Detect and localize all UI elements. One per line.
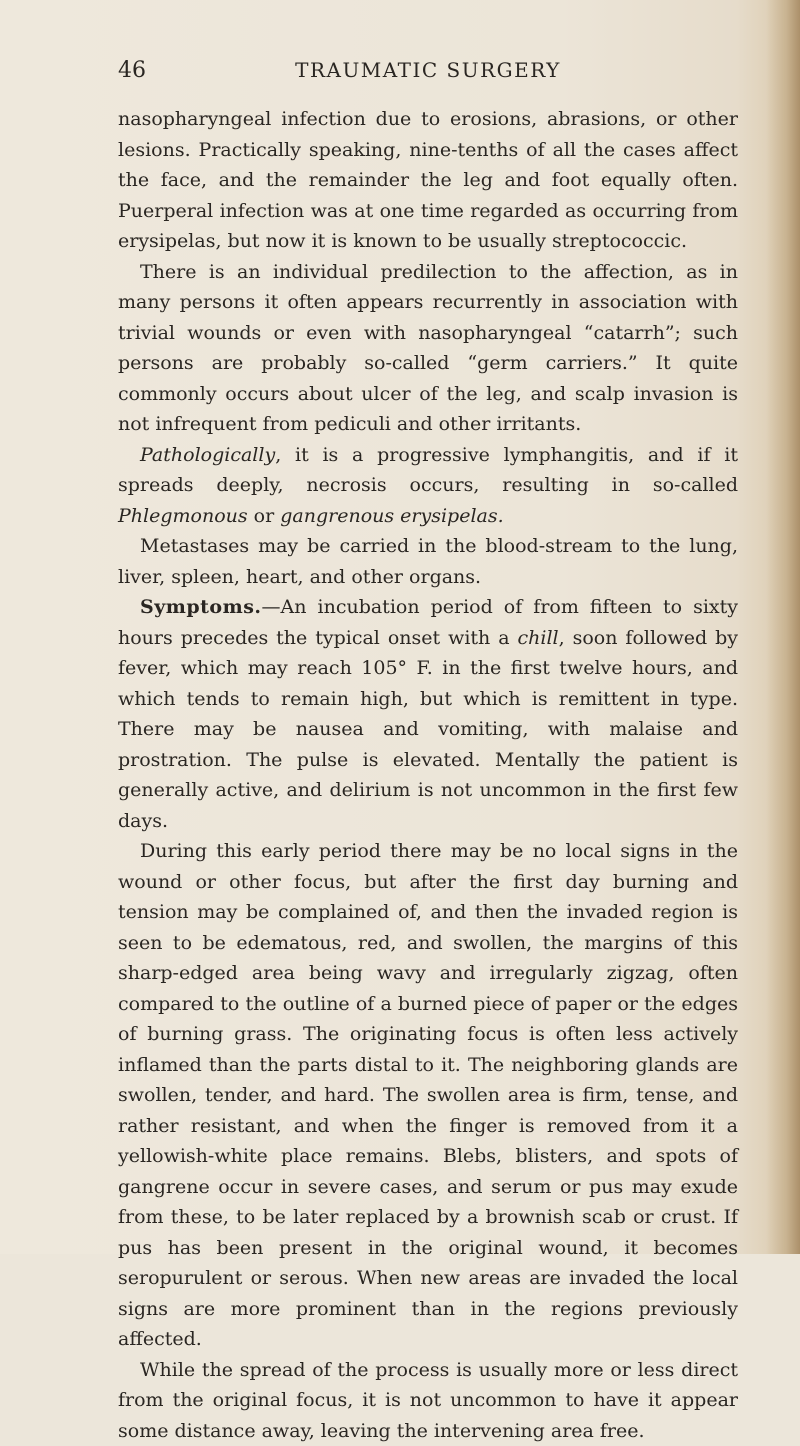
text-run: Metastases may be carried in the blood-stream to the lung, liver, spleen, heart, and other organs. — [118, 535, 738, 588]
page-header — [118, 58, 738, 88]
section-heading: Symptoms. — [140, 596, 262, 618]
text-run: , it is a progressive lymphangitis, and if it spreads deeply, necrosis occurs, resulting in so-called — [118, 444, 738, 497]
italic-text: Pathologically — [140, 444, 275, 466]
italic-text: chill — [518, 627, 559, 649]
text-run: nasopharyngeal infection due to erosions, abrasions, or other lesions. Practically speaking, nine-tenths of all the cases affect the face, and the remainder the leg and foot equally often. Puerperal infection was at one time regarded as occurring from erysipelas, but now it is known to be usually streptococcic. — [118, 108, 738, 252]
paragraph — [118, 1355, 738, 1446]
text-run: There is an individual predilection to the affection, as in many persons it often appears recurrently in association with trivial wounds or even with nasopharyngeal “catarrh”; such persons are probably so-called “germ carriers.” It quite commonly occurs about ulcer of the leg, and scalp invasion is not infrequent from pediculi and other irritants. — [118, 261, 738, 436]
paragraph — [118, 836, 738, 1355]
paragraph — [118, 104, 738, 257]
paragraph — [118, 440, 738, 532]
paragraph — [118, 531, 738, 592]
italic-text: gangrenous erysipelas. — [280, 505, 503, 527]
running-head: TRAUMATIC SURGERY — [118, 58, 738, 82]
text-run: During this early period there may be no local signs in the wound or other focus, but after the first day burning and tension may be complained of, and then the invaded region is seen to be edematous, red, and swollen, the margins of this sharp-edged area being wavy and irregularly zigzag, often compared to the outline of a burned piece of paper or the edges of burning grass. The originating focus is often less actively inflamed than the parts distal to it. The neighboring glands are swollen, tender, and hard. The swollen area is firm, tense, and rather resistant, and when the finger is removed from it a yellowish-white place remains. Blebs, blisters, and spots of gangrene occur in severe cases, and serum or pus may exude from these, to be later replaced by a brownish scab or crust. If pus has been present in the original wound, it becomes seropurulent or serous. When new areas are invaded the local signs are more prominent than in the regions previously affected. — [118, 840, 738, 1350]
text-run: —An incubation period of from fifteen to sixty hours precedes the typical onset with a — [118, 596, 738, 649]
text-run: or — [248, 505, 281, 527]
text-run: While the spread of the process is usually more or less direct from the original focus, it is not uncommon to have it appear some distance away, leaving the intervening area free. — [118, 1359, 738, 1442]
paragraph — [118, 257, 738, 440]
text-run: , soon followed by fever, which may reach 105° F. in the first twelve hours, and which tends to remain high, but which is remittent in type. There may be nausea and vomiting, with malaise and prostration. The pulse is elevated. Mentally the patient is generally active, and delirium is not uncommon in the first few days. — [118, 627, 738, 832]
page-edge-shadow — [766, 0, 800, 1254]
page-body — [118, 104, 738, 1446]
italic-text: Phlegmonous — [118, 505, 248, 527]
paragraph — [118, 592, 738, 836]
page-number: 46 — [118, 58, 146, 83]
